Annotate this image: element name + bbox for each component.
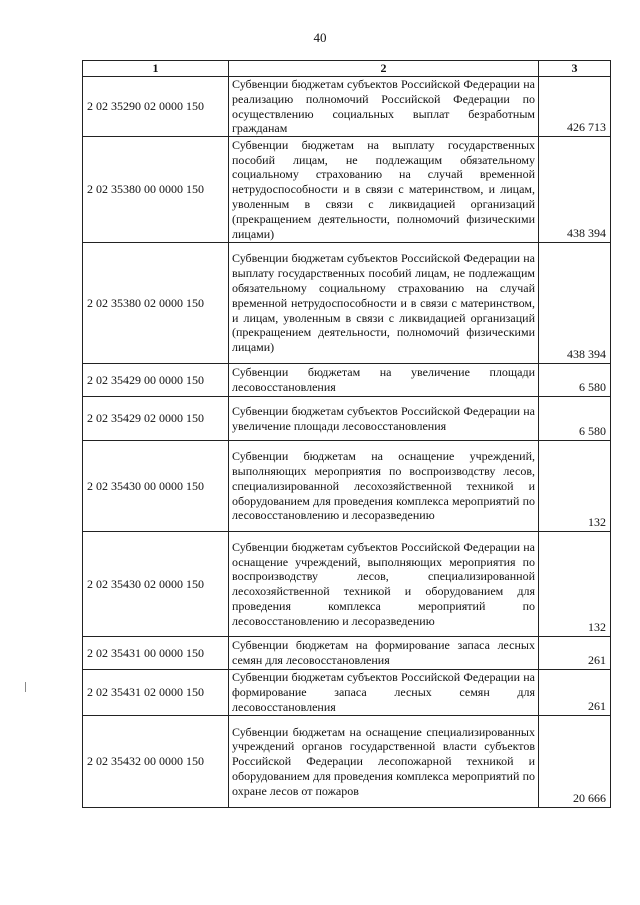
row-name: Субвенции бюджетам субъектов Российской Федерации на оснащение учреждений, выполняющих мероприятия по воспроизводству лесов, специализированной лесохозяйственной техникой и оборудованием для проведения комплекса мероприятий по лесовосстановлению и лесоразведению [229,532,539,637]
row-code: 2 02 35380 00 0000 150 [83,137,229,243]
row-name: Субвенции бюджетам субъектов Российской Федерации на выплату государственных пособий лицам, не подлежащим обязательному социальному страхованию на случай временной нетрудоспособности и в связи с материнством, и лицам, уволенным в связи с ликвидацией организаций (прекращением деятельности, полномочий физическими лицами) [229,243,539,364]
row-name: Субвенции бюджетам субъектов Российской Федерации на формирование запаса лесных семян для лесовосстановления [229,670,539,716]
row-sum: 6 580 [539,397,611,441]
row-sum: 20 666 [539,716,611,808]
row-sum: 6 580 [539,364,611,397]
row-code: 2 02 35431 02 0000 150 [83,670,229,716]
row-sum: 261 [539,670,611,716]
column-header-name: 2 [229,61,539,77]
table-row [83,670,611,716]
row-name: Субвенции бюджетам субъектов Российской Федерации на реализацию полномочий Российской Федерации по осуществлению социальных выплат безработным гражданам [229,77,539,137]
table-header-row [83,61,611,77]
row-code: 2 02 35431 00 0000 150 [83,637,229,670]
margin-mark [25,682,26,692]
table-row [83,364,611,397]
row-code: 2 02 35290 02 0000 150 [83,77,229,137]
row-code: 2 02 35429 02 0000 150 [83,397,229,441]
row-name: Субвенции бюджетам на формирование запаса лесных семян для лесовосстановления [229,637,539,670]
row-code: 2 02 35380 02 0000 150 [83,243,229,364]
row-sum: 132 [539,532,611,637]
table-row [83,137,611,243]
budget-table [82,60,611,808]
row-sum: 132 [539,441,611,532]
column-header-sum: 3 [539,61,611,77]
table-row [83,637,611,670]
row-code: 2 02 35430 02 0000 150 [83,532,229,637]
column-header-code: 1 [83,61,229,77]
row-name: Субвенции бюджетам на оснащение специализированных учреждений органов государственной власти субъектов Российской Федерации лесопожарной техникой и оборудованием для проведения комплекса мероприятий по охране лесов от пожаров [229,716,539,808]
row-sum: 438 394 [539,137,611,243]
row-code: 2 02 35430 00 0000 150 [83,441,229,532]
row-name: Субвенции бюджетам субъектов Российской Федерации на увеличение площади лесовосстановления [229,397,539,441]
row-name: Субвенции бюджетам на увеличение площади лесовосстановления [229,364,539,397]
row-sum: 426 713 [539,77,611,137]
row-sum: 438 394 [539,243,611,364]
table-row [83,397,611,441]
row-name: Субвенции бюджетам на оснащение учреждений, выполняющих мероприятия по воспроизводству лесов, специализированной лесохозяйственной техникой и оборудованием для проведения комплекса мероприятий по лесовосстановлению и лесоразведению [229,441,539,532]
table-row [83,441,611,532]
table-row [83,243,611,364]
table-row [83,716,611,808]
table-row [83,532,611,637]
page-number: 40 [313,30,327,45]
row-code: 2 02 35429 00 0000 150 [83,364,229,397]
row-sum: 261 [539,637,611,670]
row-name: Субвенции бюджетам на выплату государственных пособий лицам, не подлежащим обязательному социальному страхованию на случай временной нетрудоспособности и в связи с материнством, и лицам, уволенным в связи с ликвидацией организаций (прекращением деятельности, полномочий физическими лицами) [229,137,539,243]
row-code: 2 02 35432 00 0000 150 [83,716,229,808]
table-row [83,77,611,137]
